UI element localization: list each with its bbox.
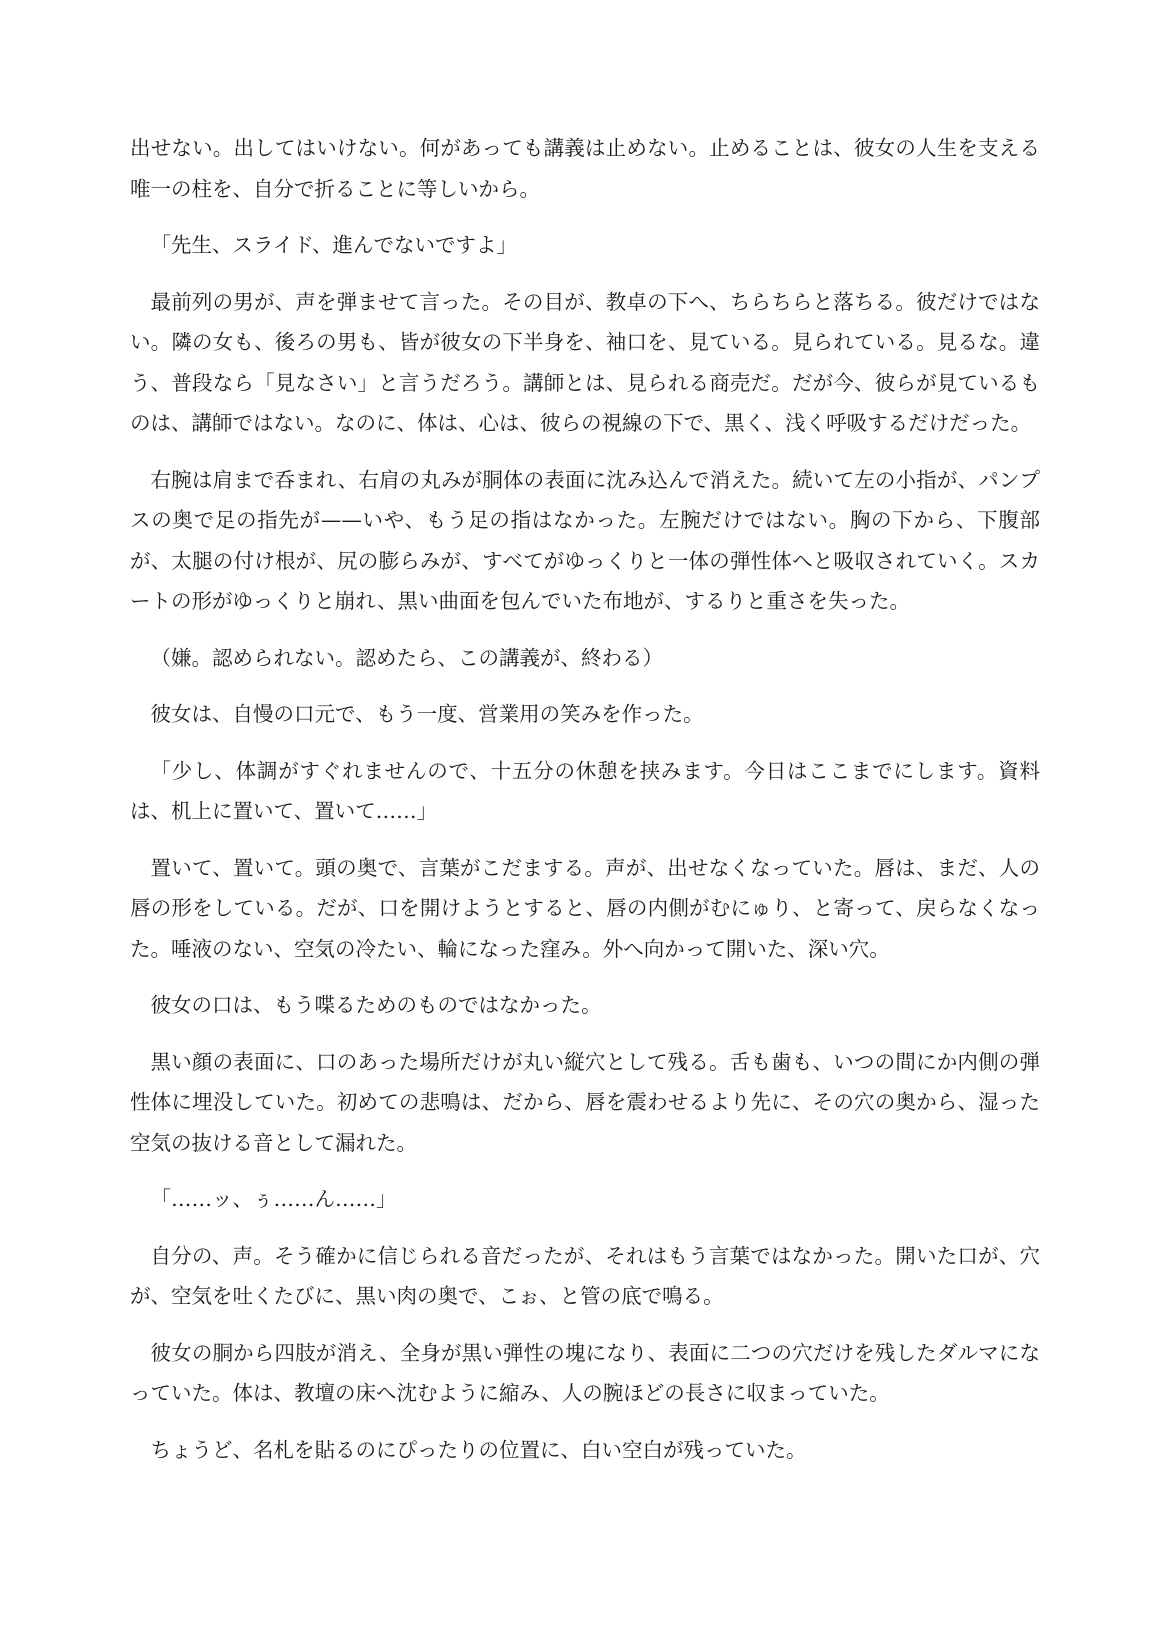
paragraph: 自分の、声。そう確かに信じられる音だったが、それはもう言葉ではなかった。開いた口が、穴が、空気を吐くたびに、黒い肉の奥で、こぉ、と管の底で鳴る。 xyxy=(130,1243,1040,1308)
paragraph: 右腕は肩まで呑まれ、右肩の丸みが胴体の表面に沈み込んで消えた。続いて左の小指が、パンプスの奥で足の指先が——いや、もう足の指はなかった。左腕だけではない。胸の下から、下腹部が、太腿の付け根が、尻の膨らみが、すべてがゆっくりと一体の弾性体へと吸収されていく。スカートの形がゆっくりと崩れ、黒い曲面を包んでいた布地が、するりと重さを失った。 xyxy=(130,467,1040,613)
paragraph: （嫌。認められない。認めたら、この講義が、終わる） xyxy=(150,645,663,670)
paragraph: 黒い顔の表面に、口のあった場所だけが丸い縦穴として残る。舌も歯も、いつの間にか内側の弾性体に埋没していた。初めての悲鳴は、だから、唇を震わせるより先に、その穴の奥から、湿った空気の抜ける音として漏れた。 xyxy=(130,1049,1040,1155)
paragraph: 「先生、スライド、進んでないですよ」 xyxy=(150,233,518,257)
paragraph: 置いて、置いて。頭の奥で、言葉がこだまする。声が、出せなくなっていた。唇は、まだ、人の唇の形をしている。だが、口を開けようとすると、唇の内側がむにゅり、と寄って、戻らなくなった。唾液のない、空気の冷たい、輪になった窪み。外へ向かって開いた、深い穴。 xyxy=(130,855,1040,961)
paragraph: 出せない。出してはいけない。何があっても講義は止めない。止めることは、彼女の人生を支える唯一の柱を、自分で折ることに等しいから。 xyxy=(130,136,1040,201)
paragraph: 彼女は、自慢の口元で、もう一度、営業用の笑みを作った。 xyxy=(150,702,704,726)
document-page xyxy=(130,128,1040,1486)
paragraph: 「少し、体調がすぐれませんので、十五分の休憩を挟みます。今日はここまでにします。資料は、机上に置いて、置いて……」 xyxy=(130,758,1040,823)
paragraph: 「……ッ、ぅ……ん……」 xyxy=(150,1187,397,1211)
paragraph: 彼女の口は、もう喋るためのものではなかった。 xyxy=(150,993,602,1017)
paragraph: 最前列の男が、声を弾ませて言った。その目が、教卓の下へ、ちらちらと落ちる。彼だけではない。隣の女も、後ろの男も、皆が彼女の下半身を、袖口を、見ている。見られている。見るな。違う、普段なら「見なさい」と言うだろう。講師とは、見られる商売だ。だが今、彼らが見ているものは、講師ではない。なのに、体は、心は、彼らの視線の下で、黒く、浅く呼吸するだけだった。 xyxy=(130,289,1040,435)
paragraph: 彼女の胴から四肢が消え、全身が黒い弾性の塊になり、表面に二つの穴だけを残したダルマになっていた。体は、教壇の床へ沈むように縮み、人の腕ほどの長さに収まっていた。 xyxy=(130,1340,1040,1405)
paragraph: ちょうど、名札を貼るのにぴったりの位置に、白い空白が残っていた。 xyxy=(150,1437,807,1462)
